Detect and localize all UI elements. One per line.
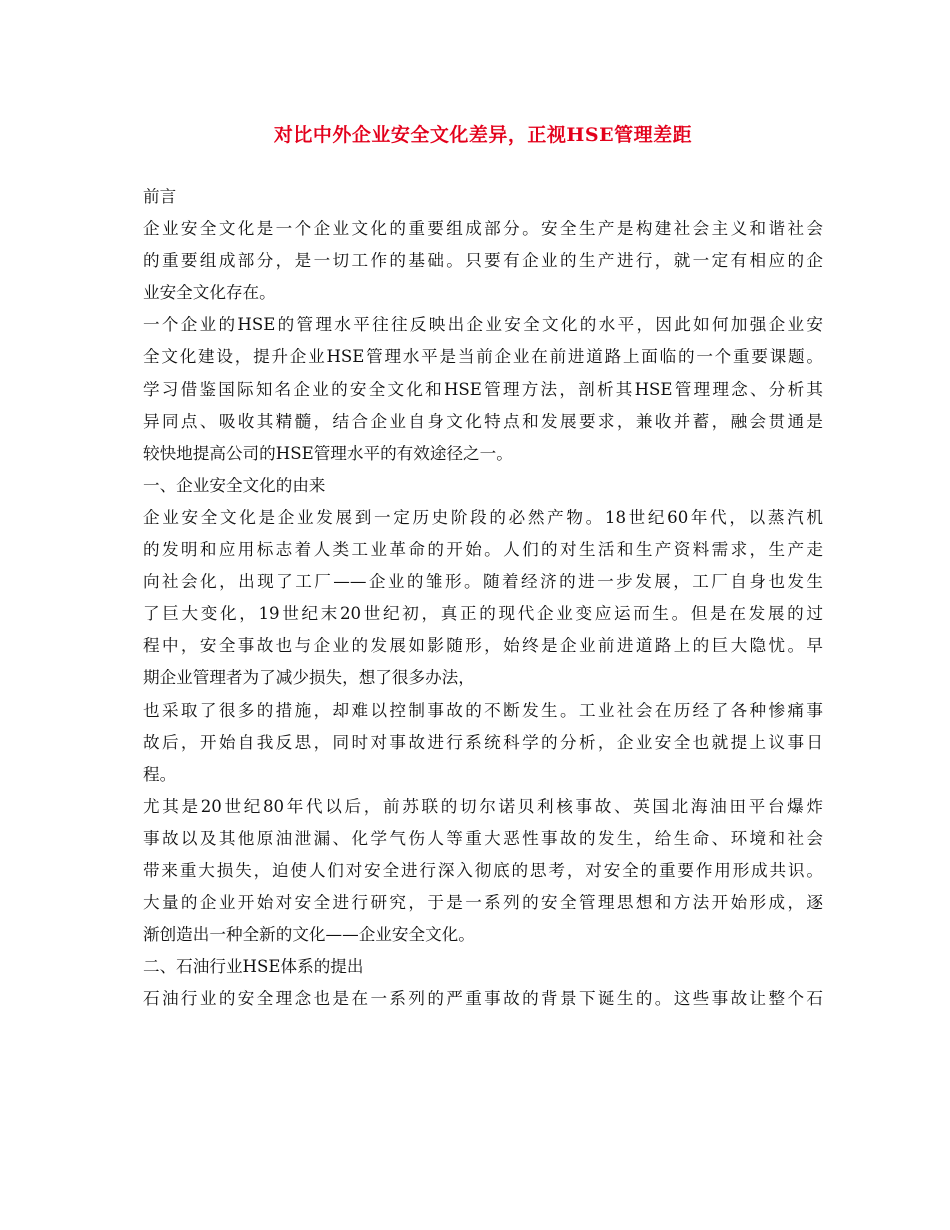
text-line: 前言 <box>143 187 177 206</box>
text-line: 学习借鉴国际知名企业的安全文化和HSE管理方法，剖析其HSE管理理念、分析其 <box>143 379 823 399</box>
text-line: 大量的企业开始对安全进行研究，于是一系列的安全管理思想和方法开始形成，逐 <box>143 893 823 913</box>
text-line: 异同点、吸收其精髓，结合企业自身文化特点和发展要求，兼收并蓄，融会贯通是 <box>143 411 823 431</box>
document-body <box>143 181 823 1015</box>
text-line: 二、石油行业HSE体系的提出 <box>143 957 364 977</box>
text-line: 企业安全文化是一个企业文化的重要组成部分。安全生产是构建社会主义和谐社会 <box>143 219 823 239</box>
text-line: 程。 <box>143 764 177 784</box>
text-line: 程中，安全事故也与企业的发展如影随形，始终是企业前进道路上的巨大隐忧。早 <box>143 636 823 656</box>
text-line: 了巨大变化，19世纪末20世纪初，真正的现代企业变应运而生。但是在发展的过 <box>143 604 823 624</box>
text-line: 一个企业的HSE的管理水平往往反映出企业安全文化的水平，因此如何加强企业安 <box>143 315 823 335</box>
text-line: 故后，开始自我反思，同时对事故进行系统科学的分析，企业安全也就提上议事日 <box>143 732 823 752</box>
text-line: 较快地提高公司的HSE管理水平的有效途径之一。 <box>143 443 513 463</box>
text-line: 事故以及其他原油泄漏、化学气伤人等重大恶性事故的发生，给生命、环境和社会 <box>143 828 823 848</box>
text-line: 向社会化，出现了工厂——企业的雏形。随着经济的进一步发展，工厂自身也发生 <box>143 572 823 592</box>
text-line: 全文化建设，提升企业HSE管理水平是当前企业在前进道路上面临的一个重要课题。 <box>143 347 823 367</box>
text-line: 石油行业的安全理念也是在一系列的严重事故的背景下诞生的。这些事故让整个石 <box>143 989 823 1009</box>
text-line: 也采取了很多的措施，却难以控制事故的不断发生。工业社会在历经了各种惨痛事 <box>143 700 823 720</box>
text-line: 一、企业安全文化的由来 <box>143 475 326 495</box>
text-line: 尤其是20世纪80年代以后，前苏联的切尔诺贝利核事故、英国北海油田平台爆炸 <box>143 796 823 816</box>
text-line: 渐创造出一种全新的文化——企业安全文化。 <box>143 925 475 945</box>
text-line: 业安全文化存在。 <box>143 283 276 303</box>
text-line: 带来重大损失，迫使人们对安全进行深入彻底的思考，对安全的重要作用形成共识。 <box>143 860 823 880</box>
text-line: 的重要组成部分，是一切工作的基础。只要有企业的生产进行，就一定有相应的企 <box>143 251 823 271</box>
text-line: 的发明和应用标志着人类工业革命的开始。人们的对生活和生产资料需求，生产走 <box>143 540 823 560</box>
text-line: 期企业管理者为了减少损失，想了很多办法， <box>143 668 475 688</box>
text-line: 企业安全文化是企业发展到一定历史阶段的必然产物。18世纪60年代，以蒸汽机 <box>143 507 823 527</box>
document-title: 对比中外企业安全文化差异，正视HSE管理差距 <box>273 124 693 146</box>
